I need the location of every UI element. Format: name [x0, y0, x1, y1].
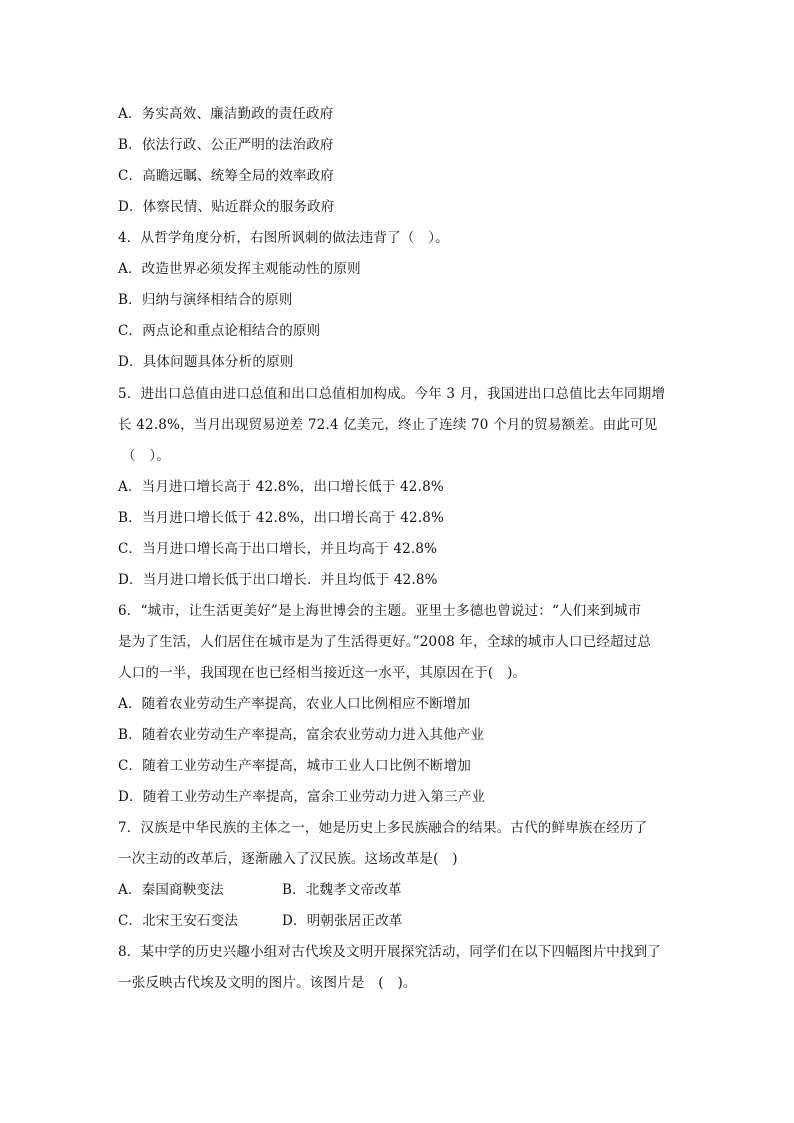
- q7-option-b: B．北魏孝文帝改革: [282, 882, 402, 898]
- q7-option-a: A．秦国商鞅变法: [118, 882, 224, 898]
- q4-option-d: D．具体问题具体分析的原则: [118, 354, 294, 370]
- q5-stem-line-2: 长 42.8%，当月出现贸易逆差 72.4 亿美元，终止了连续 70 个月的贸易额差。由此可见: [118, 417, 658, 433]
- q5-option-c: C．当月进口增长高于出口增长，并且均高于 42.8%: [118, 541, 438, 557]
- q6-option-d: D．随着工业劳动生产率提高，富余工业劳动力进入第三产业: [118, 789, 486, 805]
- q6-stem-line-2: 是为了生活，人们居住在城市是为了生活得更好。”2008 年，全球的城市人口已经超过总: [118, 634, 652, 650]
- q4-stem: 4．从哲学角度分析，右图所讽刺的做法违背了（ ）。: [118, 230, 449, 246]
- q5-option-a: A．当月进口增长高于 42.8%，出口增长低于 42.8%: [118, 479, 444, 495]
- q8-stem-line-2: 一张反映古代埃及文明的图片。该图片是 ( )。: [118, 975, 417, 991]
- q4-option-a: A．改造世界必须发挥主观能动性的原则: [118, 261, 361, 277]
- q3-option-d: D．体察民情、贴近群众的服务政府: [118, 199, 335, 215]
- q6-option-c: C．随着工业劳动生产率提高，城市工业人口比例不断增加: [118, 758, 472, 774]
- q7-option-d: D．明朝张居正改革: [282, 913, 403, 929]
- q7-option-row-1: [118, 880, 402, 900]
- q7-option-row-2: [118, 911, 403, 931]
- q6-option-a: A．随着农业劳动生产率提高，农业人口比例相应不断增加: [118, 696, 471, 712]
- q3-option-a: A．务实高效、廉洁勤政的责任政府: [118, 106, 334, 122]
- q7-stem-line-1: 7．汉族是中华民族的主体之一，她是历史上多民族融合的结果。古代的鲜卑族在经历了: [118, 820, 648, 836]
- q3-option-b: B．依法行政、公正严明的法治政府: [118, 137, 334, 153]
- q6-stem-line-1: 6．“城市，让生活更美好”是上海世博会的主题。亚里士多德也曾说过：“人们来到城市: [118, 603, 642, 619]
- q4-option-b: B．归纳与演绎相结合的原则: [118, 292, 293, 308]
- q5-stem-line-3: （ ）。: [122, 448, 171, 464]
- q5-option-b: B．当月进口增长低于 42.8%，出口增长高于 42.8%: [118, 510, 445, 526]
- q5-stem-line-1: 5．进出口总值由进口总值和出口总值相加构成。今年 3 月，我国进出口总值比去年同期增: [118, 386, 666, 402]
- q7-option-c: C．北宋王安石变法: [118, 913, 239, 929]
- q6-option-b: B．随着农业劳动生产率提高，富余农业劳动力进入其他产业: [118, 727, 485, 743]
- q7-stem-line-2: 一次主动的改革后，逐渐融入了汉民族。这场改革是( ): [118, 851, 458, 867]
- q5-option-d: D．当月进口增长低于出口增长．并且均低于 42.8%: [118, 572, 438, 588]
- q3-option-c: C．高瞻远瞩、统筹全局的效率政府: [118, 168, 335, 184]
- q8-stem-line-1: 8．某中学的历史兴趣小组对古代埃及文明开展探究活动，同学们在以下四幅图片中找到了: [118, 944, 662, 960]
- q4-option-c: C．两点论和重点论相结合的原则: [118, 323, 321, 339]
- q6-stem-line-3: 人口的一半，我国现在也已经相当接近这一水平，其原因在于( )。: [118, 665, 527, 681]
